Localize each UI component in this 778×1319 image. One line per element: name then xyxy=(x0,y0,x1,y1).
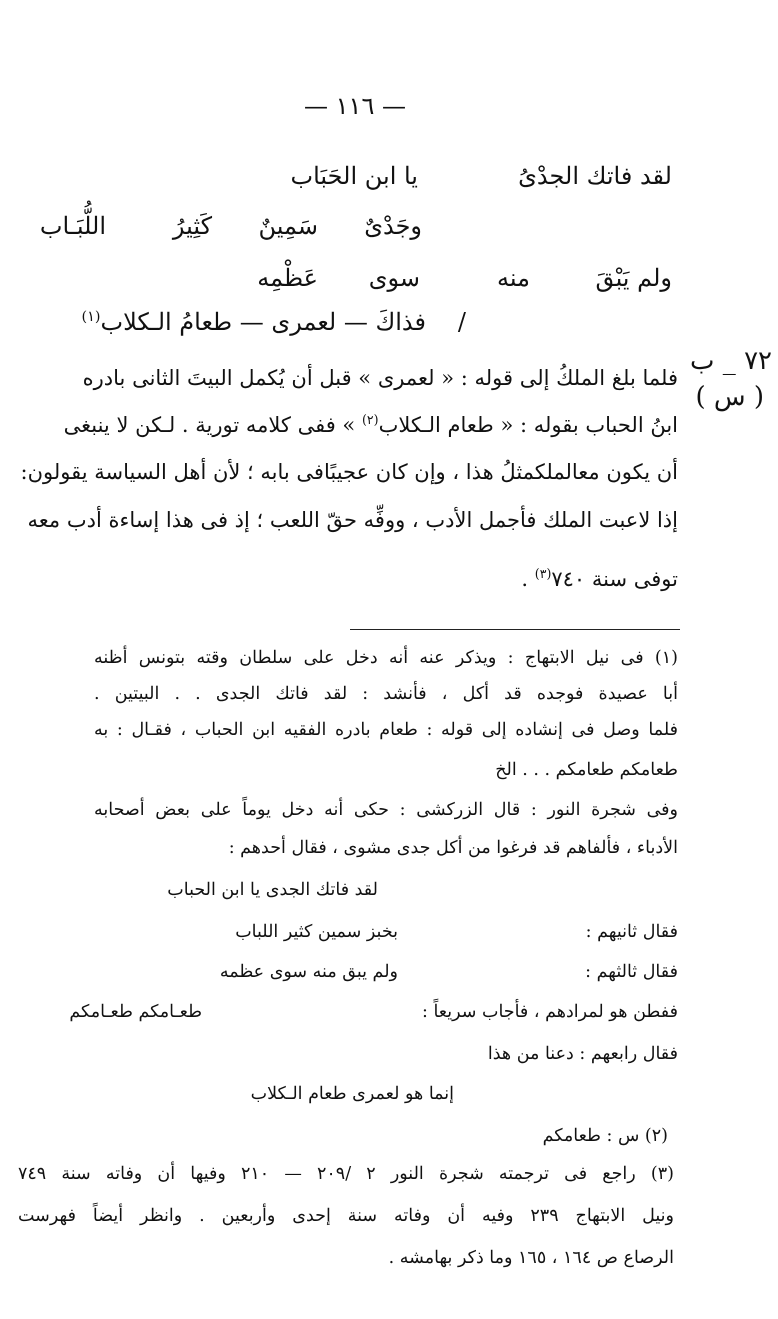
footnote-1-verse-3: ولم يبق منه سوى عظمه xyxy=(219,962,398,982)
margin-manuscript-siglum: ( س ) xyxy=(695,382,764,412)
poem-line-2-d: اللُّبَـاب xyxy=(39,212,106,240)
footnote-1-verse-2: بخبز سمين كثير اللباب xyxy=(235,922,398,942)
footnote-1-response: ففطن هو لمرادهم ، فأجاب سريعاً : xyxy=(421,1002,678,1022)
footnote-1-speaker-3: فقال ثالثهم : xyxy=(585,962,678,982)
footnote-2: (٢) س : طعامكم xyxy=(542,1126,668,1146)
body-line-4: إذا لاعبت الملك فأجمل الأدب ، ووفِّه حقّ اللعب ؛ إذ فى هذا إساءة أدب معه xyxy=(27,508,678,532)
body-line-2 xyxy=(63,412,678,437)
body-line-3: أن يكون معالملكمثلُ هذا ، وإن كان عجيبًافى بابه ؛ لأن أهل السياسة يقولون: xyxy=(20,460,678,484)
body-line-5-tail: . xyxy=(521,567,535,591)
poem-line-1-b: يا ابن الحَبَاب xyxy=(290,162,418,190)
footnote-3-line-3: الرصاع ص ١٦٤ ، ١٦٥ وما ذكر بهامشه . xyxy=(388,1248,674,1268)
body-line-1: فلما بلغ الملكُ إلى قوله : « لعمرى » قبل أن يُكمل البيتَ الثانى بادره xyxy=(82,366,678,390)
footnote-marker-3: (٣) xyxy=(534,566,552,581)
body-line-5 xyxy=(98,566,678,591)
footnote-1-line-2: أبا عصيدة فوجده قد أكل ، فأنشد : لقد فاتك الجدى . . البيتين . xyxy=(94,684,678,704)
page-number: — ١١٦ — xyxy=(304,92,406,120)
poem-line-4 xyxy=(82,308,426,336)
footnote-1-line-3: فلما وصل فى إنشاده إلى قوله : طعام بادره الفقيه ابن الحباب ، فقـال : به xyxy=(94,720,678,740)
poem-line-4-text: فذاكَ — لعمرى — طعامُ الـكلاب xyxy=(100,308,426,336)
footnote-marker-1: (١) xyxy=(81,309,101,325)
footnote-3-line-1: (٣) راجع فى ترجمته شجرة النور ٢ /٢٠٩ — ٢١٠ وفيها أن وفاته سنة ٧٤٩ xyxy=(18,1164,674,1184)
poem-line-3-b: منه xyxy=(497,264,530,292)
footnote-1-speaker-4: فقال رابعهم : دعنا من هذا xyxy=(487,1044,678,1064)
footnote-separator xyxy=(350,629,680,630)
footnote-1-verse-1: لقد فاتك الجدى يا ابن الحباب xyxy=(167,880,378,900)
footnote-1-line-4: طعامكم طعامكم . . . الخ xyxy=(495,760,678,780)
footnote-1-line-5: وفى شجرة النور : قال الزركشى : حكى أنه دخل يوماً على بعض أصحابه xyxy=(94,800,678,820)
body-line-2-tail: » ففى كلامه تورية . لـكن لا ينبغى xyxy=(63,413,362,437)
footnote-1-speaker-2: فقال ثانيهم : xyxy=(585,922,678,942)
body-line-2-text: ابنُ الحباب بقوله : « طعام الـكلاب xyxy=(378,413,678,437)
footnote-1-line-6: الأدباء ، فألفاهم قد فرغوا من أكل جدى مشوى ، فقال أحدهم : xyxy=(228,838,678,858)
footnote-1-verse-4: إنما هو لعمرى طعام الـكلاب xyxy=(250,1084,454,1104)
footnote-1-verse-response: طعـامكم طعـامكم xyxy=(69,1002,202,1022)
poem-line-3-c: سوى xyxy=(368,264,420,292)
poem-line-1-a: لقد فاتك الجدْىُ xyxy=(518,162,672,190)
folio-break-slash: / xyxy=(457,308,466,336)
footnote-3-line-2: ونيل الابتهاج ٢٣٩ وفيه أن وفاته سنة إحدى وأربعين . وانظر أيضاً فهرست xyxy=(18,1206,674,1226)
footnote-1-line-1: (١) فى نيل الابتهاج : ويذكر عنه أنه دخل على سلطان وقته بتونس أظنه xyxy=(94,648,678,668)
poem-line-3-d: عَظْمِه xyxy=(257,264,318,292)
poem-line-2-b: سَمِينٌ xyxy=(258,212,318,240)
body-line-5-text: توفى سنة ٧٤٠ xyxy=(551,567,678,591)
margin-folio-reference: ٧٢ _ ب xyxy=(690,346,772,376)
poem-line-2-a: وجَدْىٌ xyxy=(364,212,422,240)
poem-line-3-a: ولم يَبْقَ xyxy=(595,264,672,292)
poem-line-2-c: كَثِيرُ xyxy=(172,212,212,240)
footnote-marker-2: (٢) xyxy=(361,412,379,427)
